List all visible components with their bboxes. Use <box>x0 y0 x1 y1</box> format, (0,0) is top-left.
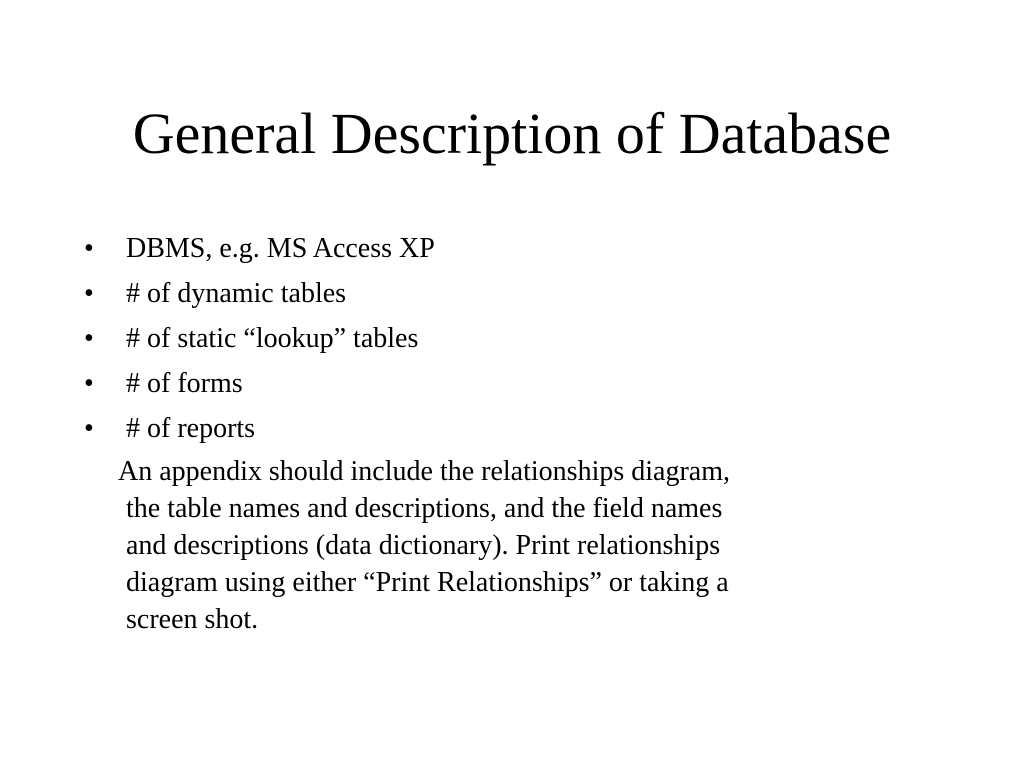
bullet-item <box>84 226 435 271</box>
bullet-item <box>84 406 435 451</box>
bullet-item <box>84 271 435 316</box>
bullet-icon: • <box>84 368 94 399</box>
bullet-item <box>84 361 435 406</box>
bullet-icon: • <box>84 413 94 444</box>
appendix-line: the table names and descriptions, and the field names <box>126 493 723 524</box>
bullet-item <box>84 316 435 361</box>
bullet-text: # of static “lookup” tables <box>126 323 419 354</box>
bullet-icon: • <box>84 278 94 309</box>
bullet-icon: • <box>84 233 94 264</box>
bullet-text: # of forms <box>126 368 243 399</box>
bullet-text: DBMS, e.g. MS Access XP <box>126 233 435 264</box>
appendix-line: diagram using either “Print Relationships” or taking a <box>126 567 729 598</box>
appendix-line: screen shot. <box>126 604 259 635</box>
appendix-paragraph <box>118 453 886 638</box>
appendix-line: An appendix should include the relationships diagram, <box>118 456 730 487</box>
bullet-list <box>84 226 435 451</box>
appendix-line: and descriptions (data dictionary). Print relationships <box>126 530 721 561</box>
bullet-text: # of dynamic tables <box>126 278 347 309</box>
bullet-icon: • <box>84 323 94 354</box>
slide-title: General Description of Database <box>132 101 892 166</box>
bullet-text: # of reports <box>126 413 256 444</box>
